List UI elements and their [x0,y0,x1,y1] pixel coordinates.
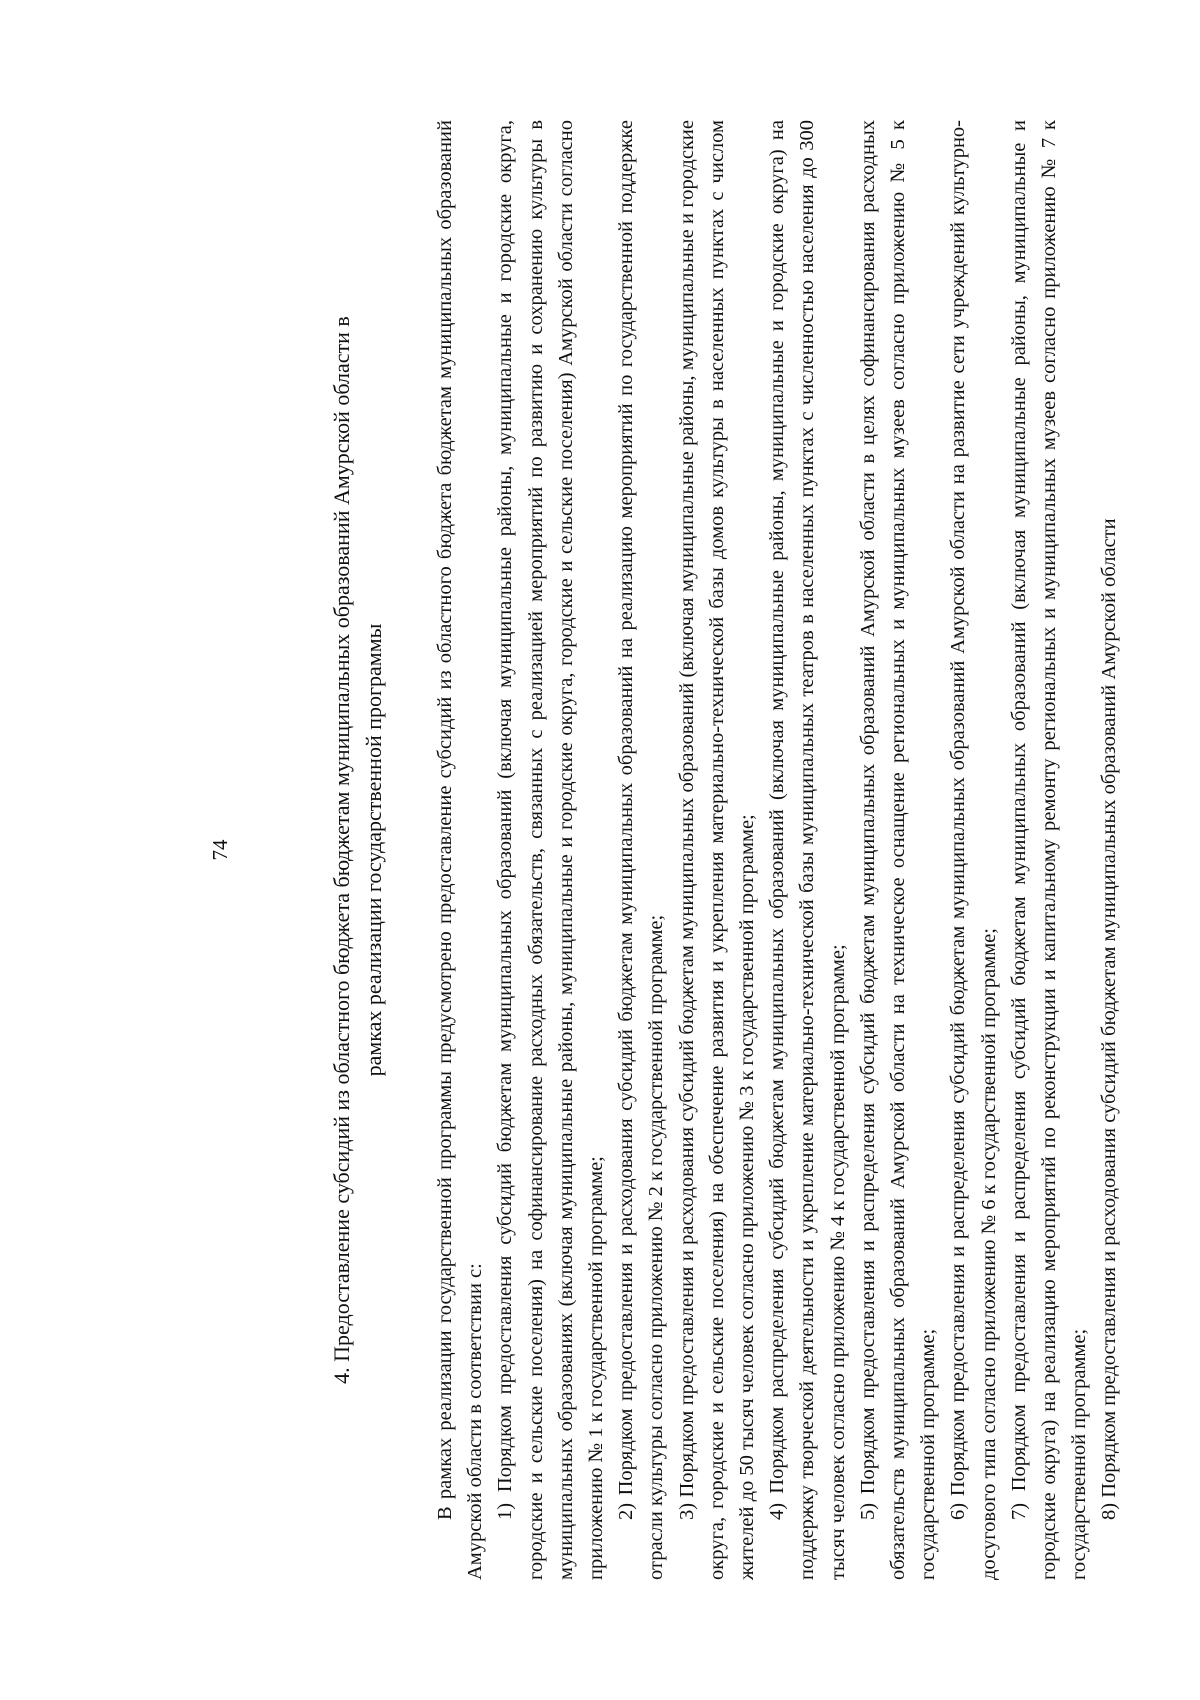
paragraph-item-6: 6) Порядком предоставления и распределения субсидий бюджетам муниципальных образований Амурской области на развитие сети учреждений культурно-досугового типа согласно приложению № 6 к государственной программе; [947,120,1000,1580]
section-heading-line-1: 4. Предоставление субсидий из областного бюджета бюджетам муниципальных образований Амурской области в [329,316,354,1384]
paragraph-item-8: 8) Порядком предоставления и расходования субсидий бюджетам муниципальных образований Амурской области [1098,518,1121,1520]
paragraph-item-5: 5) Порядком предоставления и распределения субсидий бюджетам муниципальных образований Амурской области в целях софинансирования расходных обязательств муниципальных образований Амурской области на техническое оснащение региональных и муниципальных музеев согласно приложению № 5 к государственной программе; [856,120,940,1580]
paragraph-intro: В рамках реализации государственной программы предусмотрено предоставление субсидий из областного бюджета бюджетам муниципальных образований Амурской области в соответствии с: [434,120,487,1580]
paragraph-item-3: 3) Порядком предоставления и расходования субсидий бюджетам муниципальных образований (включая муниципальные районы, муниципальные и городские округа, городские и сельские поселения) на обеспечение развития и укрепления материально-технической базы домов культуры в населенных пунктах с числом жителей до 50 тысяч человек согласно приложению № 3 к государственной программе; [675,120,759,1580]
rotated-page [130,120,1121,1580]
paragraph-item-7: 7) Порядком предоставления и распределения субсидий бюджетам муниципальных образований (включая муниципальные районы, муниципальные и городские округа) на реализацию мероприятий по реконструкции и капитальному ремонту региональных и муниципальных музеев согласно приложению № 7 к государственной программе; [1007,120,1091,1580]
page-number: 74 [208,839,232,861]
paragraph-item-4: 4) Порядком распределения субсидий бюджетам муниципальных образований (включая муниципальные районы, муниципальные и городские округа) на поддержку творческой деятельности и укрепление материально-технической базы муниципальных театров в населенных пунктах с численностью населения до 300 тысяч человек согласно приложению № 4 к государственной программе; [766,120,849,1580]
paragraph-item-2: 2) Порядком предоставления и расходования субсидий бюджетам муниципальных образований на реализацию мероприятий по государственной поддержке отрасли культуры согласно приложению № 2 к государственной программе; [615,120,668,1580]
section-heading [326,120,390,1580]
document-body [430,120,1125,1580]
paragraph-item-1: 1) Порядком предоставления субсидий бюджетам муниципальных образований (включая муниципальные районы, муниципальные и городские округа, городские и сельские поселения) на софинансирование расходных обязательств, связанных с реализацией мероприятий по развитию и сохранению культуры в муниципальных образованиях (включая муниципальные районы, муниципальные и городские округа, городские и сельские поселения) Амурской области согласно приложению № 1 к государственной программе; [494,120,608,1580]
section-heading-line-2: рамках реализации государственной программы [361,623,386,1077]
